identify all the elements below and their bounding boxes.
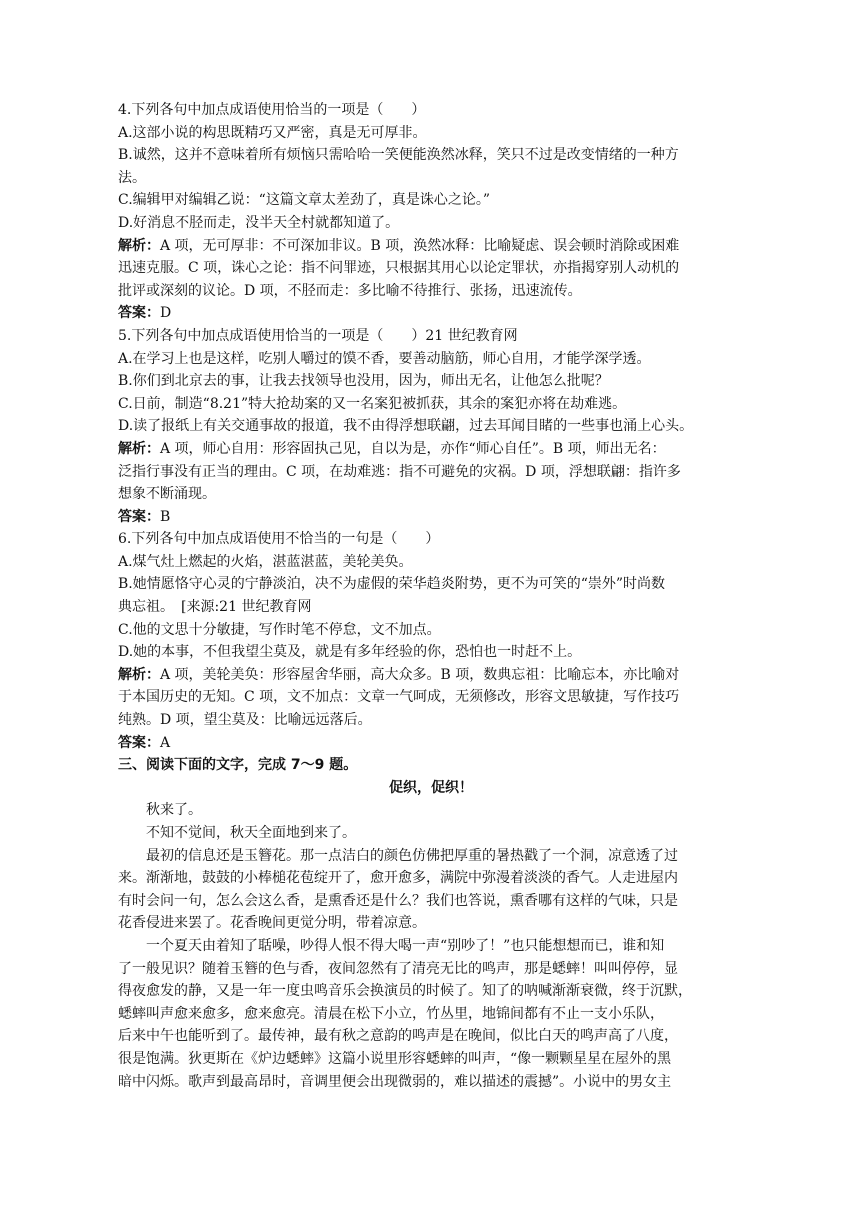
text-line <box>118 890 744 913</box>
text-line <box>118 980 744 1003</box>
line-label: 答案： <box>118 734 160 751</box>
text-line <box>118 212 744 235</box>
line-text: 得夜愈发的静，又是一年一度虫鸣音乐会换演员的时候了。知了的呐喊渐渐衰微，终于沉默， <box>118 983 692 1000</box>
line-text: 4.下列各句中加点成语使用恰当的一项是（ ） <box>118 102 426 118</box>
line-text: B.她情愿恪守心灵的宁静淡泊，决不为虚假的荣华趋炎附势，更不为可笑的“崇外”时尚数 <box>118 576 666 593</box>
line-text: 法。 <box>118 169 146 186</box>
line-text: C.他的文思十分敏捷，写作时笔不停怠，文不加点。 <box>118 621 441 638</box>
line-text: A.这部小说的构思既精巧又严密，真是无可厚非。 <box>118 124 427 141</box>
line-text: 来。渐渐地，鼓鼓的小棒槌花苞绽开了，愈开愈多，满院中弥漫着淡淡的香气。人走进屋内 <box>118 870 678 887</box>
answer-line <box>118 302 744 325</box>
line-text: 不知不觉间，秋天全面地到来了。 <box>146 825 356 841</box>
text-line <box>118 912 744 935</box>
line-text: A <box>160 734 171 751</box>
line-text: D.她的本事，不但我望尘莫及，就是有多年经验的你，恐怕也一时赶不上。 <box>118 644 582 661</box>
text-line <box>118 167 744 190</box>
line-label: 解析： <box>118 666 160 683</box>
line-label: 解析： <box>118 237 160 254</box>
text-line <box>118 1025 744 1048</box>
line-text: D.读了报纸上有关交通事故的报道，我不由得浮想联翩，过去耳闻目睹的一些事也涌上心头。 <box>118 418 694 435</box>
passage-title <box>118 777 744 800</box>
line-text: 三、阅读下面的文字，完成 7～9 题。 <box>118 757 358 774</box>
line-text: 迅速克服。C 项，诛心之论：指不问罪迹，只根据其用心以论定罪状，亦指揭穿别人动机的 <box>118 260 680 277</box>
line-text: 最初的信息还是玉簪花。那一点洁白的颜色仿佛把厚重的暑热戳了一个洞，凉意透了过 <box>146 847 678 864</box>
text-line <box>118 325 744 348</box>
line-text: A 项，师心自用：形容固执己见，自以为是，亦作“师心自任”。B 项，师出无名： <box>160 440 666 457</box>
line-label: 答案： <box>118 305 160 322</box>
text-line <box>118 596 744 619</box>
text-line <box>118 709 744 732</box>
line-text: B.你们到北京去的事，让我去找领导也没用，因为，师出无名，让他怎么批呢？ <box>118 373 609 390</box>
line-label: 解析： <box>118 440 160 457</box>
text-line <box>118 1003 744 1026</box>
line-text: D <box>160 305 172 322</box>
line-text: C.编辑甲对编辑乙说：“这篇文章太差劲了，真是诛心之论。” <box>118 192 490 209</box>
text-line <box>118 483 744 506</box>
text-line <box>118 461 744 484</box>
text-line <box>118 280 744 303</box>
text-line <box>118 958 744 981</box>
line-text: A.在学习上也是这样，吃别人嚼过的馍不香，要善动脑筋，师心自用，才能学深学透。 <box>118 350 651 367</box>
line-text: 促织，促织！ <box>389 779 473 796</box>
line-text: 于本国历史的无知。C 项，文不加点：文章一气呵成，无须修改，形容文思敏捷，写作技巧 <box>118 689 680 706</box>
text-line <box>118 867 744 890</box>
line-text: 了一般见识？随着玉簪的色与香，夜间忽然有了清亮无比的鸣声，那是蟋蟀！叫叫停停，显 <box>118 960 678 977</box>
text-line <box>118 935 744 958</box>
text-line <box>118 257 744 280</box>
line-text: 一个夏天由着知了聒噪，吵得人恨不得大喝一声“别吵了！”也只能想想而已，谁和知 <box>146 937 665 954</box>
answer-line <box>118 506 744 529</box>
analysis-line <box>118 664 744 687</box>
text-line <box>118 99 744 122</box>
line-text: 批评或深刻的议论。D 项，不胫而走：多比喻不待推行、张扬，迅速流传。 <box>118 282 582 299</box>
line-text: 5.下列各句中加点成语使用恰当的一项是（ ）21 世纪教育网 <box>118 327 518 344</box>
line-text: 蟋蟀叫声愈来愈多，愈来愈亮。清晨在松下小立，竹丛里，地锦间都有不止一支小乐队， <box>118 1005 664 1022</box>
text-line <box>118 393 744 416</box>
text-line <box>118 1048 744 1071</box>
line-text: 纯熟。D 项，望尘莫及：比喻远远落后。 <box>118 712 372 729</box>
text-line <box>118 641 744 664</box>
line-text: A.煤气灶上燃起的火焰，湛蓝湛蓝，美轮美奂。 <box>118 553 413 570</box>
line-text: 想象不断涌现。 <box>118 486 216 503</box>
line-text: 后来中午也能听到了。最传神，最有秋之意韵的鸣声是在晚间，似比白天的鸣声高了八度， <box>118 1028 678 1045</box>
line-text: A 项，美轮美奂：形容屋舍华丽，高大众多。B 项，数典忘祖：比喻忘本，亦比喻对 <box>160 666 680 683</box>
line-text: 泛指行事没有正当的理由。C 项，在劫难逃：指不可避免的灾祸。D 项，浮想联翩：指许多 <box>118 463 681 480</box>
section-heading <box>118 754 744 777</box>
text-line <box>118 822 744 845</box>
text-line <box>118 686 744 709</box>
text-line <box>118 1071 744 1094</box>
answer-line <box>118 732 744 755</box>
text-line <box>118 573 744 596</box>
text-line <box>118 415 744 438</box>
line-text: D.好消息不胫而走，没半天全村就都知道了。 <box>118 214 400 231</box>
text-line <box>118 528 744 551</box>
text-line <box>118 799 744 822</box>
text-line <box>118 845 744 868</box>
line-text: 花香侵进来罢了。花香晚间更觉分明，带着凉意。 <box>118 915 426 932</box>
line-text: A 项，无可厚非：不可深加非议。B 项，涣然冰释：比喻疑虑、误会顿时消除或困难 <box>160 237 680 254</box>
text-line <box>118 370 744 393</box>
text-line <box>118 551 744 574</box>
line-text: 有时会问一句，怎么会这么香，是熏香还是什么？我们也答说，熏香哪有这样的气味，只是 <box>118 892 678 909</box>
line-text: C.日前，制造“8.21”特大抢劫案的又一名案犯被抓获，其余的案犯亦将在劫难逃。 <box>118 395 627 412</box>
line-text: 6.下列各句中加点成语使用不恰当的一句是（ ） <box>118 531 440 548</box>
line-text: 典忘祖。 [来源:21 世纪教育网 <box>118 599 312 616</box>
text-line <box>118 189 744 212</box>
line-text: B.诚然，这并不意味着所有烦恼只需哈哈一笑便能涣然冰释，笑只不过是改变情绪的一种方 <box>118 147 679 164</box>
text-line <box>118 619 744 642</box>
line-label: 答案： <box>118 508 160 525</box>
line-text: 暗中闪烁。歌声到最高昂时，音调里便会出现微弱的，难以描述的震撼”。小说中的男女主 <box>118 1073 672 1090</box>
line-text: B <box>160 508 171 525</box>
line-text: 秋来了。 <box>146 802 202 819</box>
analysis-line <box>118 438 744 461</box>
line-text: 很是饱满。狄更斯在《炉边蟋蟀》这篇小说里形容蟋蟀的叫声，“像一颗颗星星在屋外的黑 <box>118 1050 672 1067</box>
text-line <box>118 144 744 167</box>
text-line <box>118 348 744 371</box>
text-line <box>118 122 744 145</box>
analysis-line <box>118 235 744 258</box>
document-body <box>118 99 744 1093</box>
